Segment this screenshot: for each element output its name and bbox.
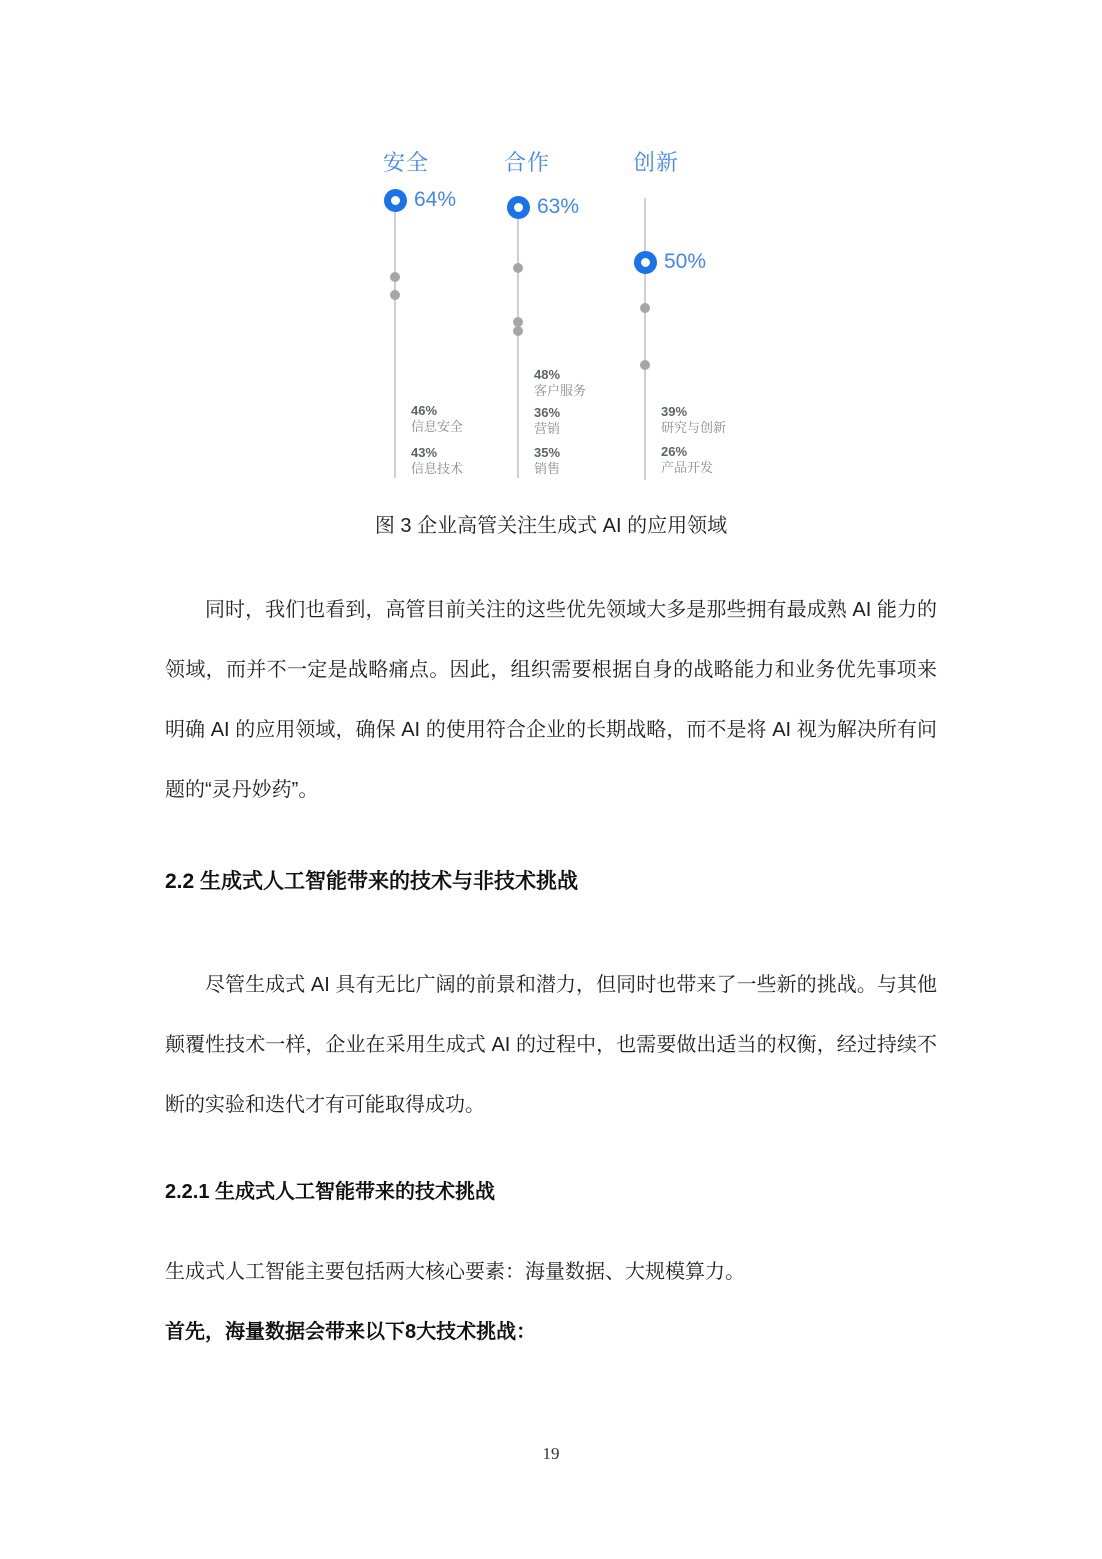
primary-value: 63% [537,195,580,218]
secondary-dot-icon [390,290,400,300]
secondary-dot-icon [513,263,523,273]
secondary-name: 信息技术 [411,461,464,476]
secondary-value: 46% [411,403,438,418]
primary-dot-icon [634,251,657,274]
secondary-name: 客户服务 [534,383,587,398]
section-heading-2-2: 2.2 生成式人工智能带来的技术与非技术挑战 [165,870,579,894]
axis-line [394,200,396,478]
secondary-value: 35% [534,445,561,460]
axis-line [517,207,519,478]
secondary-value: 39% [661,404,688,419]
secondary-name: 研究与创新 [661,420,727,435]
column-header-innovation: 创新 [633,150,680,175]
primary-value: 50% [664,250,707,273]
secondary-label [534,405,560,437]
secondary-value: 43% [411,445,438,460]
secondary-label [661,444,713,476]
secondary-dot-icon [640,303,650,313]
primary-dot-icon [384,189,407,212]
section-heading-2-2-1: 2.2.1 生成式人工智能带来的技术挑战 [165,1181,496,1203]
secondary-name: 信息安全 [411,419,464,434]
axis-line [644,198,646,480]
figure-3-chart [350,140,770,488]
secondary-name: 产品开发 [661,460,714,475]
paragraph-bold-lead: 首先，海量数据会带来以下8大技术挑战： [165,1321,537,1343]
secondary-value: 36% [534,405,561,420]
secondary-label [411,445,463,477]
page-number: 19 [542,1444,560,1463]
secondary-dot-icon [640,360,650,370]
secondary-name: 销售 [534,461,561,476]
secondary-label [534,445,560,477]
column-header-security: 安全 [383,150,430,175]
secondary-name: 营销 [534,421,561,436]
secondary-dot-icon [390,272,400,282]
primary-dot-icon [507,196,530,219]
paragraph: 生成式人工智能主要包括两大核心要素：海量数据、大规模算力。 [165,1261,745,1283]
primary-value: 64% [414,188,457,211]
secondary-value: 48% [534,367,561,382]
secondary-label [411,403,463,435]
secondary-value: 26% [661,444,688,459]
paragraph: 同时，我们也看到，高管目前关注的这些优先领域大多是那些拥有最成熟 AI 能力的领域，而并不一定是战略痛点。因此，组织需要根据自身的战略能力和业务优先事项来明确 AI 的应用领域，确保 AI 的使用符合企业的长期战略，而不是将 AI 视为解决所有问题的“灵丹妙药”。 [165,599,937,801]
column-header-collaboration: 合作 [504,150,551,175]
secondary-label [534,367,586,399]
secondary-dot-icon [513,326,523,336]
figure-caption: 图 3 企业高管关注生成式 AI 的应用领域 [374,515,728,537]
secondary-label [661,404,726,436]
paragraph: 尽管生成式 AI 具有无比广阔的前景和潜力，但同时也带来了一些新的挑战。与其他颠覆性技术一样，企业在采用生成式 AI 的过程中，也需要做出适当的权衡，经过持续不断的实验和迭代才有可能取得成功。 [165,974,937,1116]
